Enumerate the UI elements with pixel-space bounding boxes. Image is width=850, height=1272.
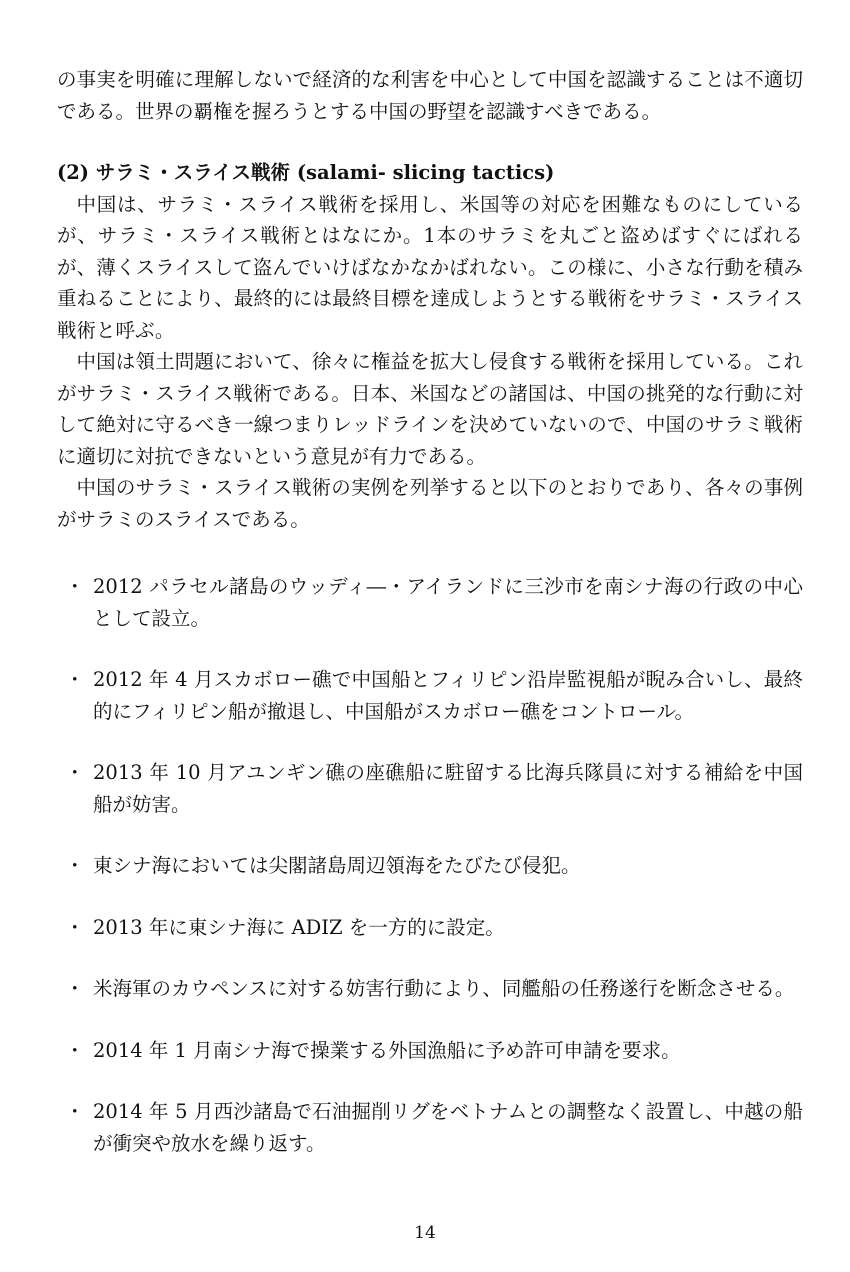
body-paragraph: 中国は領土問題において、徐々に権益を拡大し侵食する戦術を採用している。これがサラミ・スライス戦術である。日本、米国などの諸国は、中国の挑発的な行動に対して絶対に守るべき一線つまりレッドラインを決めていないので、中国のサラミ戦術に適切に対抗できないという意見が有力である。 (57, 350, 803, 468)
example-list (57, 571, 803, 1159)
list-item-text: 米海軍のカウペンスに対する妨害行動により、同艦船の任務遂行を断念させる。 (93, 977, 795, 1000)
bullet-icon: ・ (65, 761, 85, 784)
list-item (57, 973, 803, 1005)
list-item (57, 912, 803, 944)
bullet-icon: ・ (65, 575, 85, 598)
list-item-text: 2014 年 1 月南シナ海で操業する外国漁船に予め許可申請を要求。 (93, 1038, 681, 1062)
bullet-icon: ・ (65, 1038, 85, 1062)
body-paragraph: 中国のサラミ・スライス戦術の実例を列挙すると以下のとおりであり、各々の事例がサラミのスライスである。 (57, 476, 803, 531)
bullet-icon: ・ (65, 915, 85, 939)
intro-paragraph: の事実を明確に理解しないで経済的な利害を中心として中国を認識することは不適切である。世界の覇権を握ろうとする中国の野望を認識すべきである。 (57, 68, 803, 123)
bullet-icon: ・ (65, 668, 85, 691)
list-item-text: 2012 年 4 月スカボロー礁で中国船とフィリピン沿岸監視船が睨み合いし、最終的にフィリピン船が撤退し、中国船がスカボロー礁をコントロール。 (93, 668, 803, 723)
list-item (57, 571, 803, 634)
list-item-text: 東シナ海においては尖閣諸島周辺領海をたびたび侵犯。 (93, 854, 581, 877)
section-heading: (2) サラミ・スライス戦術 (salami- slicing tactics) (57, 161, 555, 184)
list-item-text: 2013 年に東シナ海に ADIZ を一方的に設定。 (93, 915, 505, 939)
bullet-icon: ・ (65, 854, 85, 877)
list-item (57, 1096, 803, 1159)
list-item-text: 2014 年 5 月西沙諸島で石油掘削リグをベトナムとの調整なく設置し、中越の船が衝突や放水を繰り返す。 (93, 1100, 803, 1155)
list-item (57, 757, 803, 820)
document-page (57, 64, 803, 1189)
list-item-text: 2012 パラセル諸島のウッディ―・アイランドに三沙市を南シナ海の行政の中心として設立。 (93, 575, 803, 630)
list-item (57, 850, 803, 882)
list-item-text: 2013 年 10 月アユンギン礁の座礁船に駐留する比海兵隊員に対する補給を中国船が妨害。 (93, 761, 803, 816)
page-number: 14 (414, 1223, 436, 1243)
body-paragraph: 中国は、サラミ・スライス戦術を採用し、米国等の対応を困難なものにしているが、サラミ・スライス戦術とはなにか。1本のサラミを丸ごと盗めばすぐにばれるが、薄くスライスして盗んでいけばなかなかばれない。この様に、小さな行動を積み重ねることにより、最終的には最終目標を達成しようとする戦術をサラミ・スライス戦術と呼ぶ。 (57, 192, 803, 342)
bullet-icon: ・ (65, 977, 85, 1000)
list-item (57, 664, 803, 727)
list-item (57, 1035, 803, 1067)
bullet-icon: ・ (65, 1100, 85, 1123)
